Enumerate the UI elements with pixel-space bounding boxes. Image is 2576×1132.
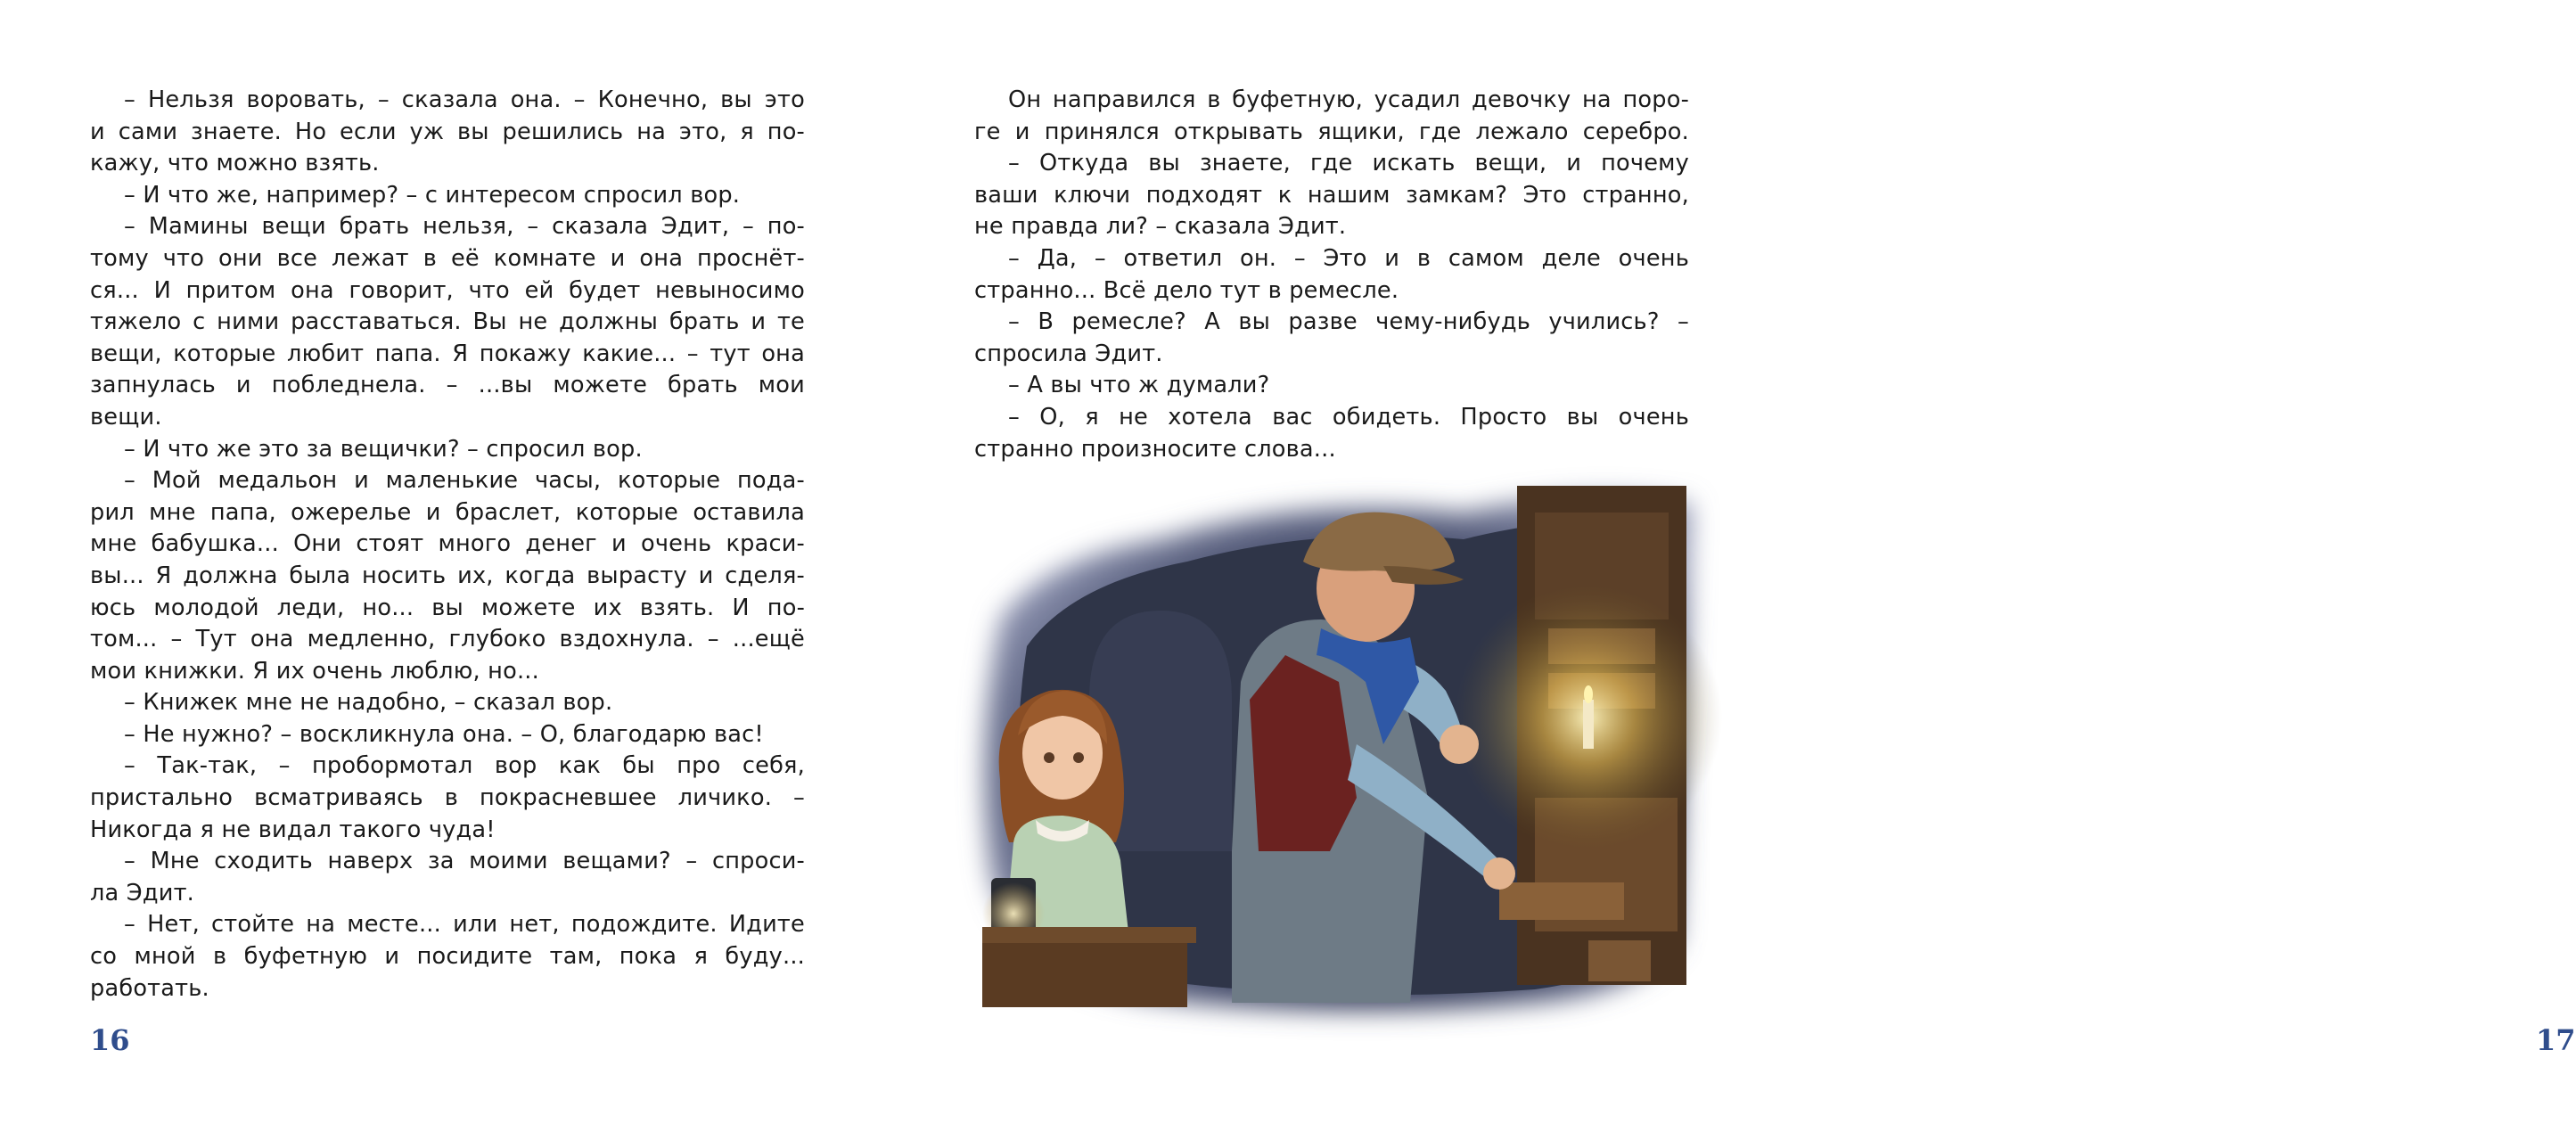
text-line: – Нельзя воровать, – сказала она. – Конечно, вы это bbox=[124, 86, 805, 113]
text-line: Никогда я не видал такого чуда! bbox=[90, 816, 496, 843]
text-line: вещи. bbox=[90, 403, 162, 431]
text-line: странно... Всё дело тут в ремесле. bbox=[974, 276, 1399, 304]
text-line: ла Эдит. bbox=[90, 879, 195, 906]
text-line: не правда ли? – сказала Эдит. bbox=[974, 213, 1347, 241]
text-line: работать. bbox=[90, 974, 209, 1002]
text-line: – Да, – ответил он. – Это и в самом деле очень bbox=[1008, 244, 1689, 272]
text-line: – И что же это за вещички? – спросил вор. bbox=[124, 435, 643, 463]
text-line: и сами знаете. Но если уж вы решились на это, я по- bbox=[90, 118, 805, 145]
text-line: кажу, что можно взять. bbox=[90, 150, 380, 177]
text-line: – Откуда вы знаете, где искать вещи, и почему bbox=[1008, 150, 1689, 177]
text-line: – В ремесле? А вы разве чему-нибудь учились? – bbox=[1008, 308, 1689, 336]
text-line: вещи, которые любит папа. Я покажу какие... – тут она bbox=[90, 340, 805, 367]
right-page-text bbox=[974, 85, 1689, 465]
text-line: – А вы что ж думали? bbox=[1008, 372, 1270, 399]
text-line: тяжело с ними расставаться. Вы не должны брать и те bbox=[90, 308, 805, 336]
text-line: мои книжки. Я их очень люблю, но... bbox=[90, 657, 539, 685]
text-line: вы... Я должна была носить их, когда вырасту и сделя- bbox=[90, 562, 805, 589]
text-line: со мной в буфетную и посидите там, пока я буду... bbox=[90, 943, 805, 971]
text-line: запнулась и побледнела. – ...вы можете брать мои bbox=[90, 372, 805, 399]
text-line: юсь молодой леди, но... вы можете их взять. И по- bbox=[90, 594, 805, 621]
text-line: странно произносите слова... bbox=[974, 435, 1336, 463]
text-line: – О, я не хотела вас обидеть. Просто вы очень bbox=[1008, 403, 1689, 431]
text-line: – Мой медальон и маленькие часы, которые пода- bbox=[124, 467, 805, 495]
text-line: мне бабушка... Они стоят много денег и очень краси- bbox=[90, 530, 805, 558]
thief-and-girl-picture bbox=[964, 477, 1697, 1012]
text-line: тому что они все лежат в её комнате и она проснёт- bbox=[90, 244, 805, 272]
text-line: – Мамины вещи брать нельзя, – сказала Эдит, – по- bbox=[124, 213, 805, 241]
left-page bbox=[0, 0, 884, 1132]
text-line: ге и принялся открывать ящики, где лежало серебро. bbox=[974, 118, 1689, 145]
text-line: – Так-так, – пробормотал вор как бы про себя, bbox=[124, 752, 805, 780]
text-line: пристально всматриваясь в покрасневшее личико. – bbox=[90, 784, 805, 812]
text-line: рил мне папа, ожерелье и браслет, которые оставила bbox=[90, 498, 805, 526]
page-number: 16 bbox=[90, 1023, 130, 1057]
left-page-text bbox=[90, 85, 805, 1005]
text-line: – Книжек мне не надобно, – сказал вор. bbox=[124, 689, 613, 717]
text-line: – Не нужно? – воскликнула она. – О, благодарю вас! bbox=[124, 720, 764, 748]
text-line: ваши ключи подходят к нашим замкам? Это странно, bbox=[974, 181, 1689, 209]
text-line: спросила Эдит. bbox=[974, 340, 1163, 367]
text-line: – И что же, например? – с интересом спросил вор. bbox=[124, 181, 741, 209]
text-line: – Нет, стойте на месте... или нет, подождите. Идите bbox=[124, 911, 805, 939]
text-line: – Мне сходить наверх за моими вещами? – спроси- bbox=[124, 848, 805, 875]
story-illustration bbox=[964, 477, 1697, 1012]
page-number: 17 bbox=[2536, 1023, 2576, 1057]
text-line: Он направился в буфетную, усадил девочку на поро- bbox=[1008, 86, 1689, 113]
text-line: ся... И притом она говорит, что ей будет невыносимо bbox=[90, 276, 805, 304]
text-line: том... – Тут она медленно, глубоко вздохнула. – ...ещё bbox=[90, 626, 805, 653]
